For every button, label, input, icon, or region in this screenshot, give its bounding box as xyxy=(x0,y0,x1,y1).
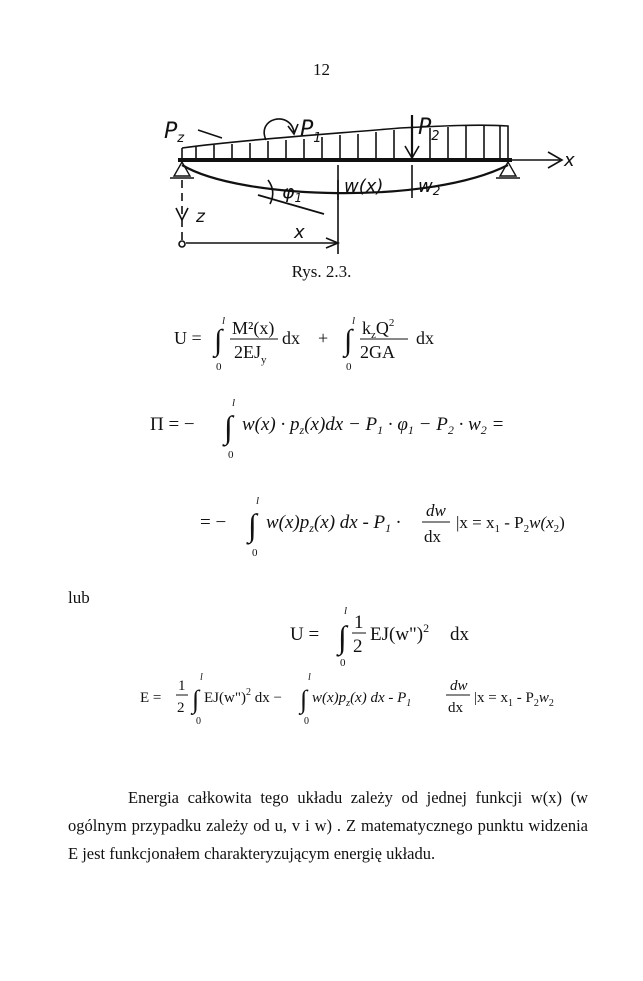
svg-text:dx: dx xyxy=(450,624,469,645)
svg-text:2EJy: $2EJ_y$ xyxy=(234,342,267,366)
svg-text:w(x)pz(x) dx - P1 ·: $w(x)p_z(x)$ dx - $P_1$ · xyxy=(266,512,401,535)
svg-text:0: 0 xyxy=(228,449,234,461)
svg-text:E =: E = xyxy=(140,690,162,706)
svg-text:2GA: 2GA xyxy=(360,342,395,362)
svg-text:0: 0 xyxy=(340,657,346,669)
svg-text:|x = x1 - P2w(x2): $|x = x_1 - P_2w(x_2)$ xyxy=(456,513,565,535)
svg-text:U =: U = xyxy=(174,328,202,348)
svg-text:∫: ∫ xyxy=(248,507,257,543)
equation-u-shear xyxy=(150,308,470,374)
svg-text:dx: dx xyxy=(448,700,463,716)
figure-caption: Rys. 2.3. xyxy=(291,262,352,281)
svg-text:1: 1 xyxy=(354,612,364,633)
svg-text:0: 0 xyxy=(252,547,258,559)
right-support xyxy=(500,162,516,176)
svg-text:l: l xyxy=(352,315,356,327)
svg-text:U =: U = xyxy=(290,624,320,645)
svg-text:l: l xyxy=(222,315,226,327)
svg-text:dx: dx xyxy=(416,328,434,348)
svg-text:0: 0 xyxy=(216,361,222,373)
svg-text:∫: ∫ xyxy=(344,324,353,357)
svg-text:1: 1 xyxy=(178,678,186,694)
p1-label: $P_1$ xyxy=(300,117,322,146)
page-number: 12 xyxy=(313,60,330,79)
pz-label: Pz xyxy=(164,119,185,146)
svg-text:+: + xyxy=(318,328,329,348)
svg-text:l: l xyxy=(308,672,311,683)
svg-text:EJ(w")2 dx −: EJ(w")$^2$ dx − xyxy=(204,687,282,706)
phi1-label: $\varphi_1$ xyxy=(282,181,303,205)
svg-text:2: 2 xyxy=(177,700,185,716)
beam-figure xyxy=(0,100,643,265)
svg-text:∫: ∫ xyxy=(338,619,347,655)
svg-text:w(x)pz(x) dx - P1: $w(x)p_z(x)$ dx - $P_1$ xyxy=(312,690,412,709)
svg-text:l: l xyxy=(256,495,260,507)
svg-text:0: 0 xyxy=(346,361,352,373)
svg-text:l: l xyxy=(344,605,348,617)
svg-text:M²(x): M²(x) xyxy=(232,318,275,338)
svg-text:0: 0 xyxy=(196,716,201,727)
svg-text:∫: ∫ xyxy=(214,324,223,357)
equation-potential xyxy=(150,392,570,462)
x-dimension-label: x xyxy=(294,222,305,243)
svg-text:dw: dw xyxy=(426,501,446,520)
equation-potential-expanded xyxy=(200,488,620,560)
svg-text:dw: dw xyxy=(450,678,468,694)
z-axis-label: z xyxy=(196,207,205,227)
load-profile xyxy=(182,125,508,160)
svg-text:∫: ∫ xyxy=(224,409,233,445)
svg-text:kzQ2: $k_zQ^2$ xyxy=(362,317,395,341)
svg-text:Π = −: Π = − xyxy=(150,414,195,435)
svg-text:|x = x1 - P2w2: $|x = x_1 - P_2w_2$ xyxy=(474,690,554,709)
x-axis-label: x xyxy=(564,150,575,171)
svg-text:= −: = − xyxy=(200,512,227,533)
equation-total-energy xyxy=(140,668,620,732)
svg-text:dx: dx xyxy=(424,527,441,546)
svg-text:l: l xyxy=(200,672,203,683)
svg-text:2: 2 xyxy=(353,636,363,657)
w2-label: w2 xyxy=(418,176,441,198)
svg-text:dx: dx xyxy=(282,328,300,348)
svg-text:w(x) · pz(x)dx − P1 · φ1 − P2: $w(x) \cdot p_z(x)dx - P_1 \cdot \varphi_1 - P_2 \cdot w_2$ = xyxy=(242,414,505,437)
svg-text:∫: ∫ xyxy=(192,685,200,714)
svg-text:EJ(w")2: EJ(w")$^2$ xyxy=(370,621,430,645)
svg-text:0: 0 xyxy=(304,716,309,727)
equation-u-bending xyxy=(290,600,510,670)
svg-text:∫: ∫ xyxy=(300,685,308,714)
lub-text: lub xyxy=(68,588,90,607)
p2-label: $P_2$ xyxy=(418,115,440,144)
body-paragraph: Energia całkowita tego układu zależy od jednej funkcji w(x) (w ogólnym przypadku zależy od u, v i w) . Z matematycznego punktu widzenia E jest funkcjonałem charakteryzującym energię układu. xyxy=(68,788,588,863)
svg-text:l: l xyxy=(232,397,236,409)
wx-label: w(x) xyxy=(344,176,384,197)
